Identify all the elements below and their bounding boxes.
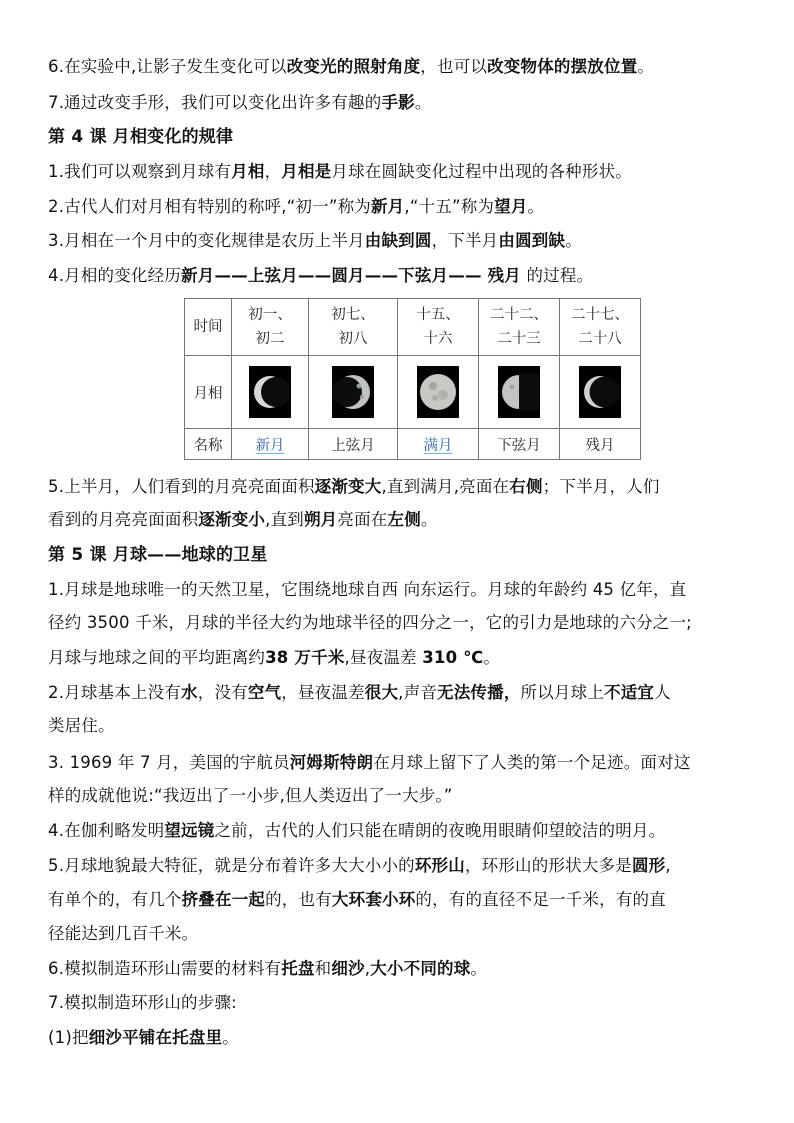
text-line: 4.月相的变化经历新月——上弦月——圆月——下弦月—— 残月 的过程。 bbox=[48, 266, 594, 285]
phase-cell bbox=[560, 356, 641, 429]
waning-crescent-moon-image bbox=[579, 366, 621, 418]
text-line: 月球与地球之间的平均距离约38 万千米,昼夜温差 310 ℃。 bbox=[48, 648, 501, 667]
text-line: 4.在伽利略发明望远镜之前，古代的人们只能在晴朗的夜晚用眼睛仰望皎洁的明月。 bbox=[48, 821, 666, 840]
name-cell: 满月 bbox=[398, 429, 479, 460]
text-line: 1.月球是地球唯一的天然卫星，它围绕地球自西 向东运行。月球的年龄约 45 亿年，直 bbox=[48, 580, 687, 599]
lesson-heading: 第 4 课 月相变化的规律 bbox=[48, 127, 234, 147]
name-cell: 残月 bbox=[560, 429, 641, 460]
text-line: 7.通过改变手形，我们可以变化出许多有趣的手影。 bbox=[48, 93, 432, 112]
text-line: 5.上半月，人们看到的月亮亮面面积逐渐变大,直到满月,亮面在右侧；下半月，人们 bbox=[48, 477, 660, 496]
time-cell: 二十七、 二十八 bbox=[560, 299, 641, 356]
text-line: 样的成就他说:“我迈出了一小步,但人类迈出了一大步。” bbox=[48, 786, 453, 805]
phase-label: 月相 bbox=[185, 356, 232, 429]
name-cell: 下弦月 bbox=[479, 429, 560, 460]
text-line: 7.模拟制造环形山的步骤: bbox=[48, 993, 237, 1012]
time-cell: 初一、 初二 bbox=[232, 299, 309, 356]
text-line: 径约 3500 千米，月球的半径大约为地球半径的四分之一，它的引力是地球的六分之一; bbox=[48, 613, 692, 632]
new-moon-image bbox=[249, 366, 291, 418]
text-line: (1)把细沙平铺在托盘里。 bbox=[48, 1028, 239, 1047]
full-moon-image bbox=[417, 366, 459, 418]
text-line: 3.月相在一个月中的变化规律是农历上半月由缺到圆，下半月由圆到缺。 bbox=[48, 231, 582, 250]
phase-cell bbox=[398, 356, 479, 429]
phase-cell bbox=[479, 356, 560, 429]
first-quarter-moon-image bbox=[332, 366, 374, 418]
text-line: 1.我们可以观察到月球有月相，月相是月球在圆缺变化过程中出现的各种形状。 bbox=[48, 162, 632, 181]
text-line: 类居住。 bbox=[48, 716, 115, 735]
text-line: 有单个的，有几个挤叠在一起的，也有大环套小环的，有的直径不足一千米，有的直 bbox=[48, 890, 666, 909]
time-cell: 二十二、 二十三 bbox=[479, 299, 560, 356]
name-row bbox=[185, 429, 641, 460]
text-line: 6.模拟制造环形山需要的材料有托盘和细沙,大小不同的球。 bbox=[48, 959, 488, 978]
text-line: 2.古代人们对月相有特别的称呼,“初一”称为新月,“十五”称为望月。 bbox=[48, 197, 545, 216]
time-cell: 十五、 十六 bbox=[398, 299, 479, 356]
phase-cell bbox=[309, 356, 398, 429]
time-cell: 初七、 初八 bbox=[309, 299, 398, 356]
lesson-heading: 第 5 课 月球——地球的卫星 bbox=[48, 545, 268, 565]
name-label: 名称 bbox=[185, 429, 232, 460]
phase-cell bbox=[232, 356, 309, 429]
time-row bbox=[185, 299, 641, 356]
text-line: 看到的月亮亮面面积逐渐变小,直到朔月亮面在左侧。 bbox=[48, 510, 438, 529]
text-line: 3. 1969 年 7 月，美国的宇航员河姆斯特朗在月球上留下了人类的第一个足迹。面对这 bbox=[48, 753, 691, 772]
name-cell: 上弦月 bbox=[309, 429, 398, 460]
time-label: 时间 bbox=[185, 299, 232, 356]
text-line: 2.月球基本上没有水，没有空气，昼夜温差很大,声音无法传播，所以月球上不适宜人 bbox=[48, 683, 671, 702]
phase-row bbox=[185, 356, 641, 429]
last-quarter-moon-image bbox=[498, 366, 540, 418]
name-cell: 新月 bbox=[232, 429, 309, 460]
moon-phase-table bbox=[184, 298, 641, 460]
text-line: 5.月球地貌最大特征，就是分布着许多大大小小的环形山，环形山的形状大多是圆形, bbox=[48, 856, 671, 875]
text-line: 6.在实验中,让影子发生变化可以改变光的照射角度，也可以改变物体的摆放位置。 bbox=[48, 57, 655, 76]
text-line: 径能达到几百千米。 bbox=[48, 924, 199, 943]
